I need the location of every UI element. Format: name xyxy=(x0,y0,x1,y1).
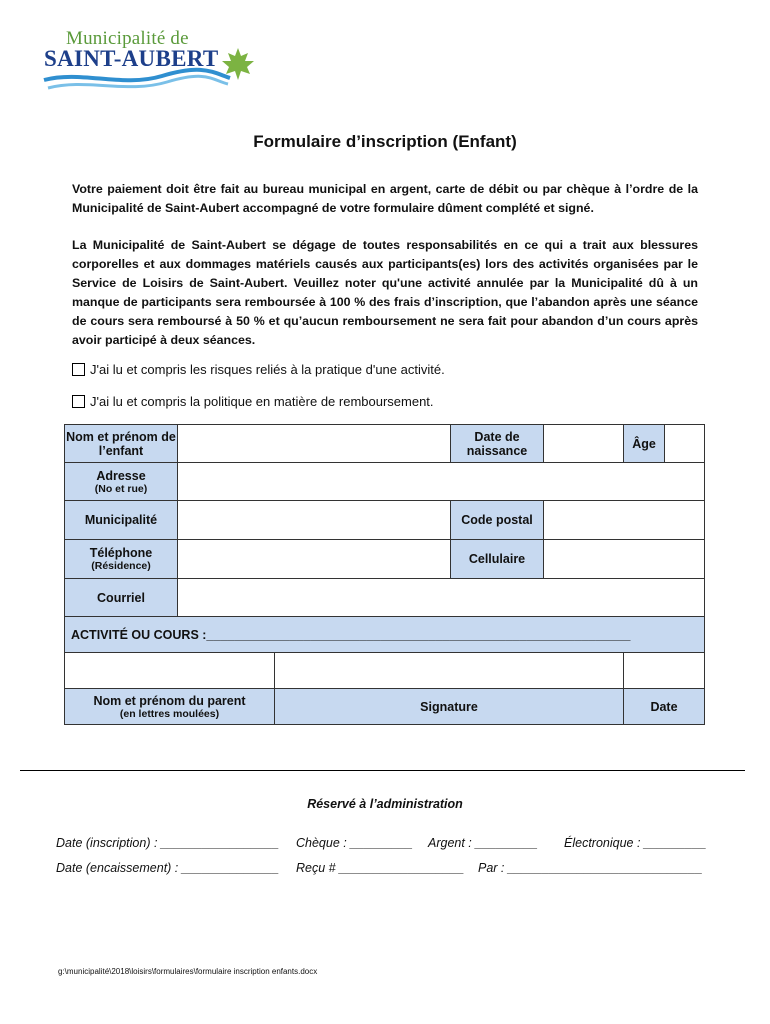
municipality-logo xyxy=(42,26,262,96)
signature-field[interactable] xyxy=(275,653,624,689)
page-title: Formulaire d’inscription (Enfant) xyxy=(253,132,517,151)
payment-paragraph: Votre paiement doit être fait au bureau municipal en argent, carte de débit ou par chèque à l’ordre de la Municipalité de Saint-Aubert accompagné de votre formulaire dûment complété et signé. xyxy=(72,182,698,215)
admin-heading: Réservé à l’administration xyxy=(307,797,463,811)
risk-checkbox-row[interactable] xyxy=(72,362,445,377)
phone-field[interactable] xyxy=(178,540,451,579)
logo-line2: SAINT-AUBERT xyxy=(44,46,219,71)
phone-label-sub: (Résidence) xyxy=(91,560,151,572)
admin-argent: Argent : _________ xyxy=(428,836,538,850)
activity-label: ACTIVITÉ OU COURS :_____________________________________________________________ xyxy=(65,617,705,653)
cell-field[interactable] xyxy=(544,540,705,579)
phone-label xyxy=(65,540,178,579)
municipality-field[interactable] xyxy=(178,501,451,540)
file-path-footer: g:\municipalité\2018\loisirs\formulaires\formulaire inscription enfants.docx xyxy=(58,967,318,976)
maple-leaf-icon xyxy=(220,46,256,82)
age-field[interactable] xyxy=(665,425,705,463)
birth-date-field[interactable] xyxy=(544,425,624,463)
refund-checkbox-row[interactable] xyxy=(72,394,434,409)
registration-table xyxy=(64,424,705,725)
admin-cheque: Chèque : _________ xyxy=(296,836,413,850)
parent-name-field[interactable] xyxy=(65,653,275,689)
parent-name-label-sub: (en lettres moulées) xyxy=(119,707,220,720)
birth-date-label: Date de naissance xyxy=(451,425,544,463)
admin-electronique: Électronique : _________ xyxy=(564,836,707,850)
admin-date-inscription: Date (inscription) : _________________ xyxy=(56,836,280,850)
refund-checkbox[interactable] xyxy=(72,395,85,408)
cell-label: Cellulaire xyxy=(451,540,544,579)
parent-name-label-text: Nom et prénom du parent xyxy=(93,693,246,708)
email-field[interactable] xyxy=(178,579,705,617)
date-label: Date xyxy=(624,689,705,725)
email-label: Courriel xyxy=(65,579,178,617)
child-name-field[interactable] xyxy=(178,425,451,463)
postal-code-label: Code postal xyxy=(451,501,544,540)
address-label-sub: (No et rue) xyxy=(94,482,148,495)
municipality-label: Municipalité xyxy=(65,501,178,540)
date-field[interactable] xyxy=(624,653,705,689)
risk-checkbox[interactable] xyxy=(72,363,85,376)
child-name-label: Nom et prénom de l’enfant xyxy=(65,425,178,463)
phone-label-text: Téléphone xyxy=(89,546,153,560)
admin-date-encaissement: Date (encaissement) : ______________ xyxy=(56,861,280,875)
address-label-text: Adresse xyxy=(96,468,146,483)
age-label: Âge xyxy=(624,425,665,463)
parent-name-label xyxy=(65,689,275,725)
address-field[interactable] xyxy=(178,463,705,501)
refund-checkbox-label: J'ai lu et compris la politique en matière de remboursement. xyxy=(90,394,434,409)
admin-recu: Reçu # __________________ xyxy=(296,861,465,875)
logo-waves-icon xyxy=(42,66,232,96)
signature-label: Signature xyxy=(275,689,624,725)
liability-paragraph: La Municipalité de Saint-Aubert se dégage de toutes responsabilités en ce qui a trait aux blessures corporelles et aux dommages matériels causés aux participants(es) lors des activités organisées par le Service de Loisirs de Saint-Aubert. Veuillez noter qu'une activité annulée par la Municipalité dû à un manque de participants sera remboursée à 100 % des frais d’inscription, que l’abandon après une séance de cours sera remboursé à 50 % et qu’aucun remboursement ne sera fait pour abandon d’un cours après avoir participé à deux séances. xyxy=(72,238,698,347)
logo-line1: Municipalité de xyxy=(66,28,189,49)
admin-par: Par : ____________________________ xyxy=(478,861,703,875)
address-label xyxy=(65,463,178,501)
postal-code-field[interactable] xyxy=(544,501,705,540)
risk-checkbox-label: J'ai lu et compris les risques reliés à la pratique d'une activité. xyxy=(90,362,445,377)
admin-separator xyxy=(20,770,745,771)
